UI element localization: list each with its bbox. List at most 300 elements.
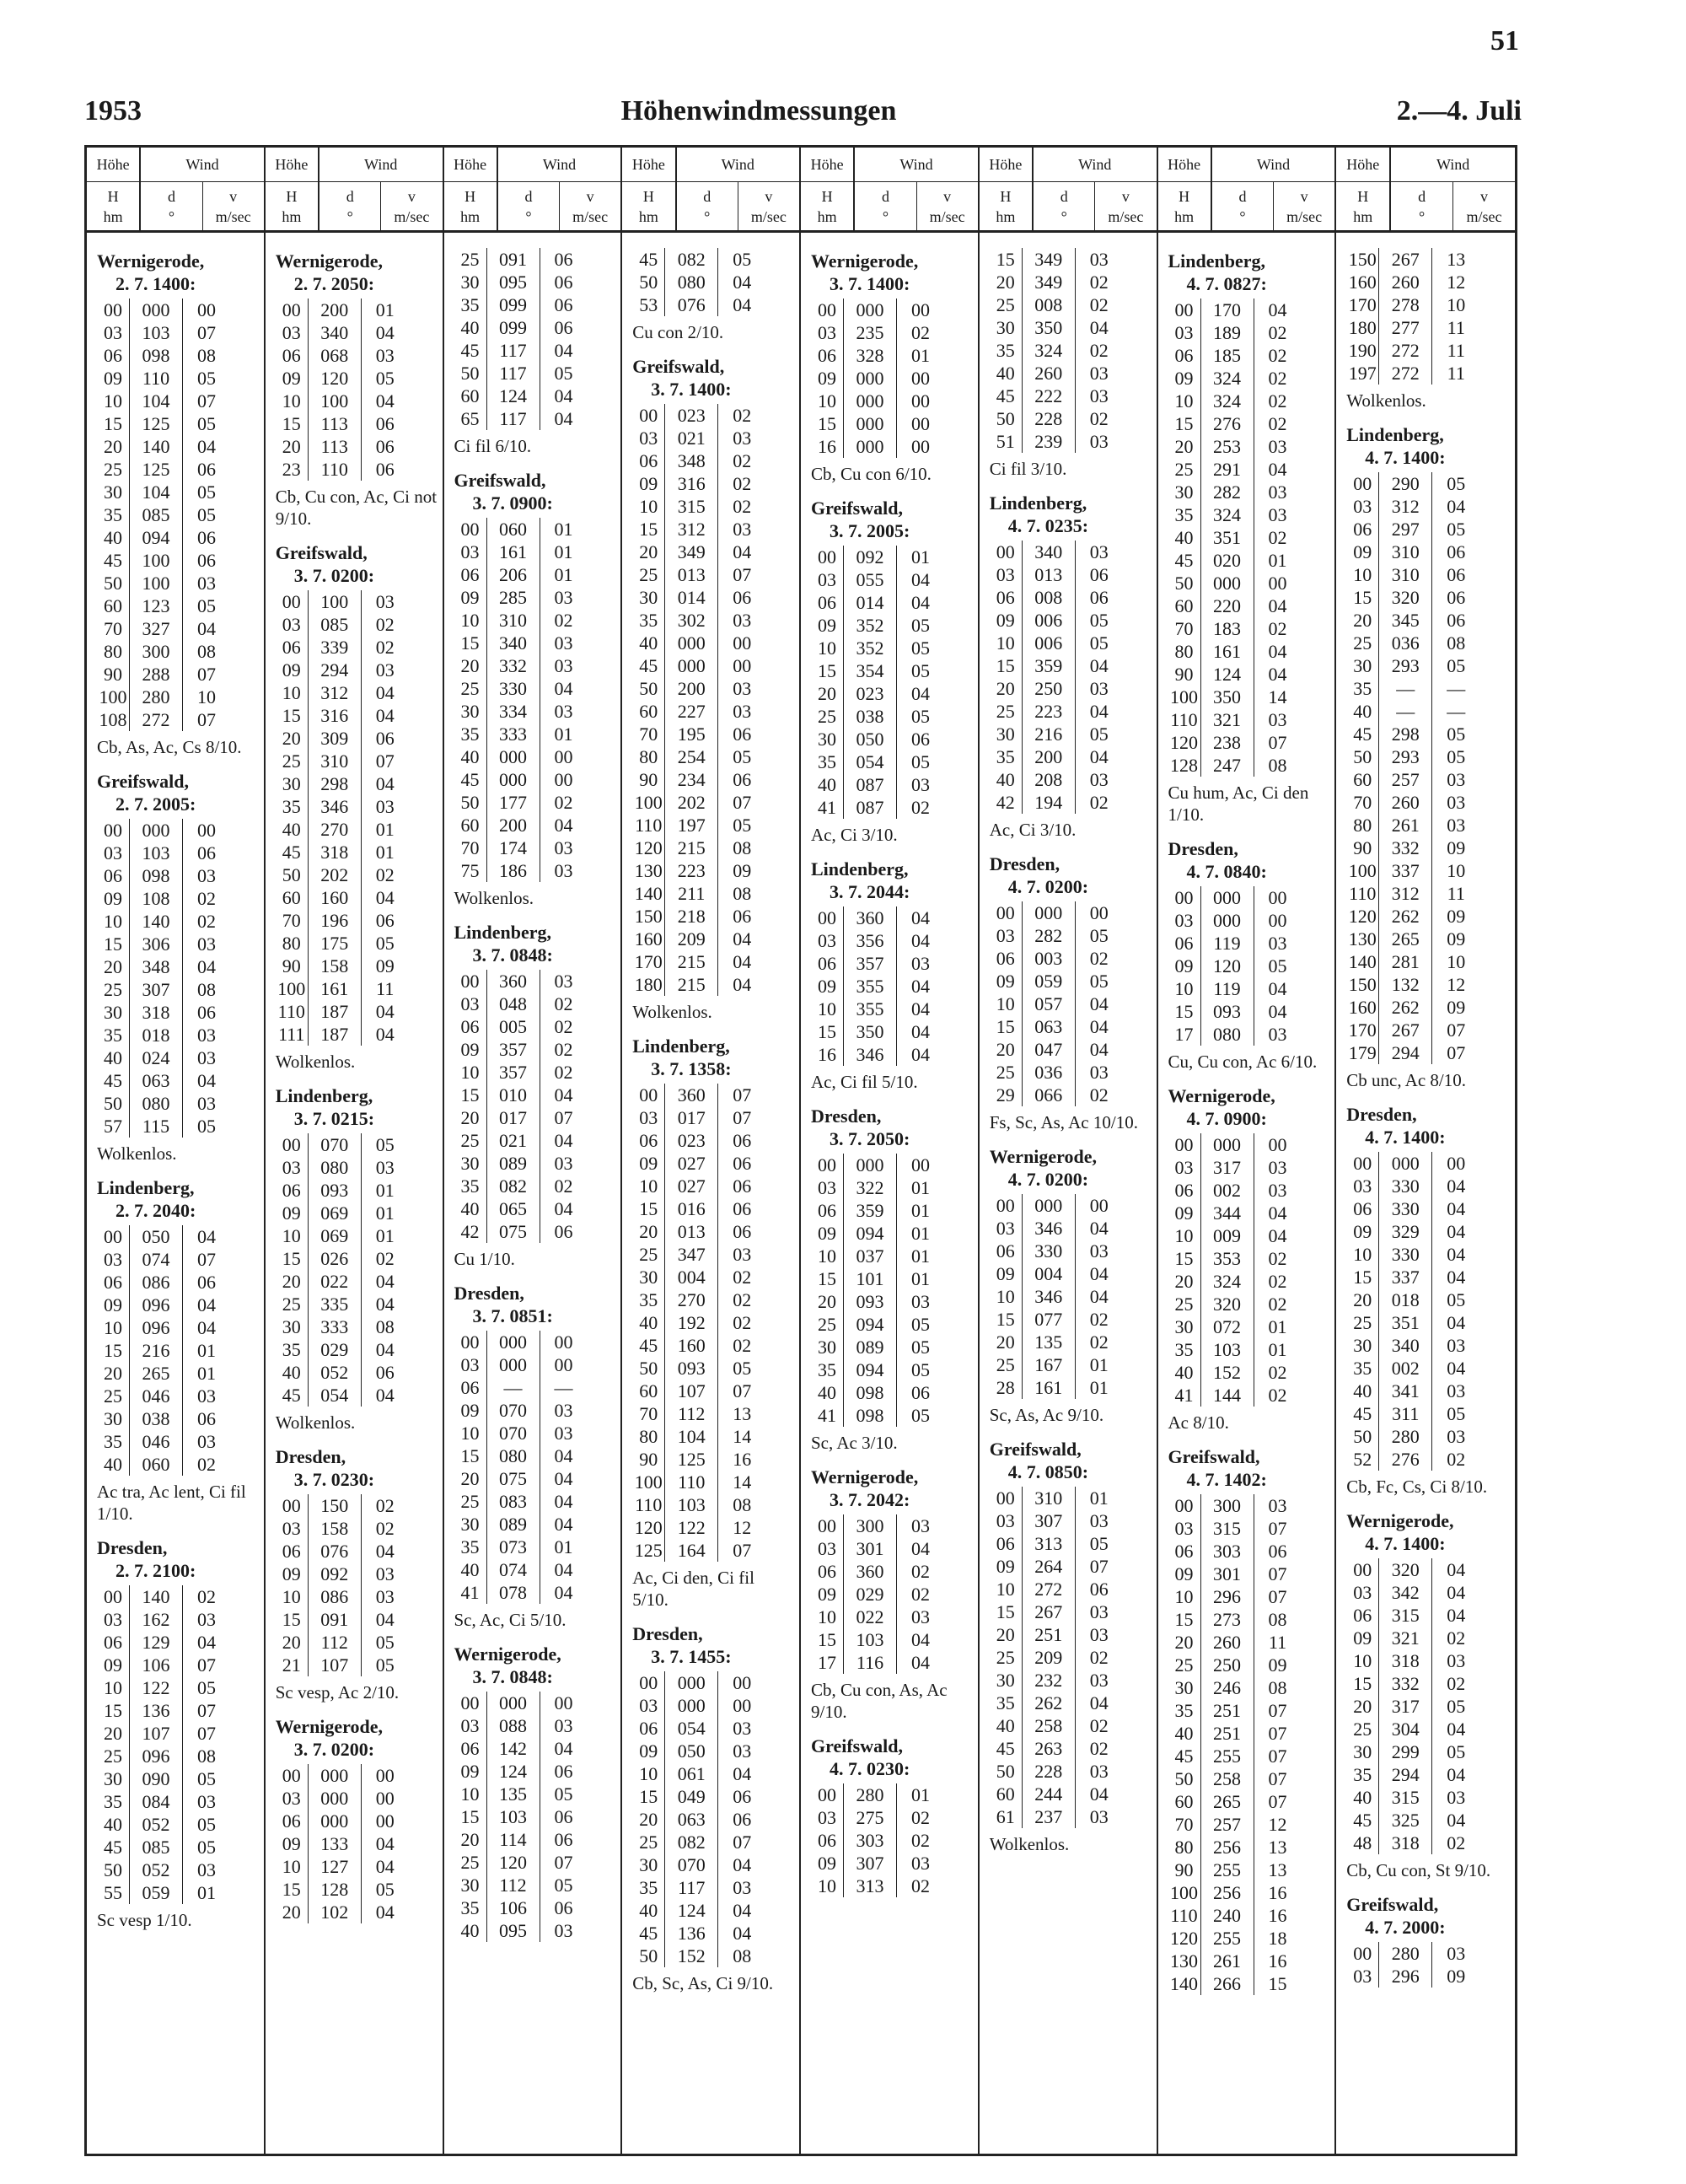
direction-value: 300 [843, 1514, 897, 1537]
speed-value: 03 [375, 1157, 395, 1178]
speed-value: 01 [911, 345, 930, 366]
speed-value: 01 [554, 564, 573, 585]
speed-value: 02 [197, 1586, 216, 1607]
speed-value: 02 [733, 496, 752, 517]
height-value: 15 [1353, 1673, 1372, 1694]
direction-value: 301 [843, 1537, 897, 1560]
height-value: 15 [818, 660, 836, 681]
height-value: 51 [996, 431, 1015, 452]
direction-value: 100 [129, 572, 183, 594]
direction-value: 070 [308, 1133, 362, 1156]
speed-value: 03 [1268, 1157, 1287, 1178]
height-value: 09 [996, 1556, 1015, 1577]
column-body [1336, 233, 1515, 1988]
height-value: 40 [1174, 1362, 1194, 1383]
observation-time: 3. 7. 2042: [830, 1489, 910, 1510]
height-value: 09 [282, 1563, 301, 1584]
direction-value: 108 [129, 887, 183, 910]
observation-time: 3. 7. 0200: [293, 565, 375, 586]
direction-symbol: d [1238, 187, 1247, 205]
column-body [1158, 233, 1335, 1995]
cloud-note: Cu hum, Ac, Ci den 1/10. [1168, 783, 1309, 825]
observation-time: 3. 7. 2050: [830, 1128, 910, 1149]
height-value: 45 [1174, 550, 1194, 571]
direction-value: 258 [1022, 1714, 1076, 1737]
wind-label: Wind [677, 148, 799, 182]
height-value: 10 [1174, 978, 1194, 999]
direction-value: 318 [1378, 1649, 1432, 1672]
height-value: 06 [282, 345, 301, 366]
height-value: 15 [104, 933, 122, 955]
direction-value: 332 [1378, 1672, 1432, 1695]
speed-value: 08 [197, 641, 216, 662]
speed-value: 03 [554, 587, 573, 608]
direction-value: 103 [1200, 1338, 1254, 1361]
direction-value: 330 [1378, 1243, 1432, 1266]
cloud-note: Ac, Ci den, Ci fil 5/10. [632, 1568, 754, 1610]
speed-value: 04 [911, 683, 930, 704]
speed-value: 04 [733, 974, 752, 995]
speed-value: 07 [1268, 1746, 1287, 1767]
speed-value: 03 [911, 1291, 930, 1312]
direction-value: 322 [843, 1176, 897, 1199]
speed-value: 16 [1268, 1882, 1287, 1903]
direction-value: 050 [843, 728, 897, 750]
wind-label: Wind [1034, 148, 1156, 182]
speed-value: 14 [1268, 686, 1287, 707]
direction-value: 100 [308, 590, 362, 613]
direction-value: 265 [1378, 928, 1432, 950]
direction-value: 122 [664, 1516, 718, 1539]
speed-value: 07 [1268, 1586, 1287, 1607]
speed-value: 04 [554, 1198, 573, 1219]
direction-value: 016 [664, 1197, 718, 1220]
station-name: Lindenberg, [632, 1036, 730, 1057]
height-symbol: H [1000, 187, 1012, 205]
direction-value: 196 [308, 909, 362, 932]
height-symbol: H [1179, 187, 1190, 205]
speed-value: 02 [911, 1561, 930, 1582]
speed-value: 02 [554, 792, 573, 813]
direction-value: 200 [308, 299, 362, 321]
height-value: 10 [104, 390, 122, 412]
speed-unit: m/sec [1286, 207, 1323, 225]
speed-value: 03 [554, 860, 573, 881]
direction-value: 144 [1200, 1384, 1254, 1407]
height-value: 25 [460, 1852, 480, 1873]
direction-value: 195 [664, 723, 718, 745]
station-heading [276, 1445, 438, 1491]
height-value: 09 [818, 368, 836, 389]
height-value: 70 [639, 724, 658, 745]
page-title: Höhenwindmessungen [620, 95, 897, 126]
direction-value: 170 [1200, 299, 1254, 321]
height-value: 30 [996, 317, 1015, 338]
speed-value: 02 [911, 1830, 930, 1851]
height-value: 70 [104, 618, 122, 639]
height-value: 108 [99, 709, 127, 730]
direction-unit: ° [1060, 207, 1067, 225]
speed-value: 11 [1268, 1632, 1287, 1653]
height-value: 40 [104, 527, 122, 548]
height-value: 48 [1353, 1832, 1372, 1853]
direction-value: 000 [843, 367, 897, 390]
height-value: 06 [639, 450, 658, 471]
direction-value: 360 [486, 970, 540, 992]
height-value: 45 [104, 1070, 122, 1091]
observation-time: 4. 7. 0827: [1186, 273, 1267, 294]
measurement-rows [276, 1133, 438, 1407]
direction-symbol: d [881, 187, 889, 205]
height-value: 40 [104, 1814, 122, 1835]
direction-value: 046 [129, 1430, 183, 1453]
height-value: 35 [460, 1897, 480, 1918]
speed-value: 04 [1447, 1605, 1466, 1626]
direction-value: 125 [664, 1448, 718, 1471]
cloud-note: Cu con 2/10. [632, 322, 724, 342]
direction-value: 094 [843, 1358, 897, 1381]
measurement-rows [97, 1225, 259, 1476]
speed-value: 11 [1447, 317, 1465, 338]
speed-value: 04 [911, 907, 930, 928]
speed-value: 06 [197, 1272, 216, 1293]
direction-value: 293 [1378, 745, 1432, 768]
direction-value: 117 [486, 339, 540, 362]
speed-value: 04 [197, 1632, 216, 1653]
column-body [622, 233, 799, 1998]
direction-value: 023 [843, 682, 897, 705]
direction-value: 353 [1200, 1247, 1254, 1270]
speed-value: 05 [197, 1814, 216, 1835]
height-value: 15 [104, 413, 122, 434]
height-value: 130 [1348, 928, 1377, 949]
direction-value: 357 [486, 1061, 540, 1084]
height-value: 09 [1174, 955, 1194, 976]
height-value: 09 [818, 615, 836, 636]
height-header [266, 148, 319, 230]
height-value: 06 [818, 953, 836, 974]
speed-value: 01 [911, 1200, 930, 1221]
direction-value: 342 [1378, 1581, 1432, 1604]
direction-value: 017 [664, 1106, 718, 1129]
speed-value: 08 [1268, 1677, 1287, 1698]
direction-value: 112 [664, 1402, 718, 1425]
height-value: 09 [818, 1853, 836, 1874]
speed-value: 09 [1447, 906, 1466, 927]
height-value: 100 [1170, 1882, 1198, 1903]
direction-value: 000 [129, 299, 183, 321]
height-value: 09 [460, 1039, 480, 1060]
speed-value: 06 [733, 1221, 752, 1242]
height-value: 06 [996, 1240, 1015, 1261]
direction-value: 107 [129, 1722, 183, 1745]
direction-value: 298 [1378, 723, 1432, 745]
height-value: 45 [282, 842, 301, 863]
height-value: 90 [1174, 664, 1194, 685]
speed-value: 03 [1268, 933, 1287, 954]
height-value: 25 [639, 564, 658, 585]
speed-value: 00 [1089, 1195, 1109, 1216]
speed-value: 04 [554, 678, 573, 699]
height-value: 90 [282, 955, 301, 976]
direction-value: 333 [308, 1315, 362, 1338]
height-value: 110 [1349, 883, 1377, 904]
height-value: 20 [1353, 610, 1372, 631]
speed-value: 00 [911, 390, 930, 412]
speed-value: 03 [554, 701, 573, 722]
height-value: 60 [1174, 595, 1194, 616]
speed-value: 04 [1089, 1218, 1109, 1239]
direction-value: 093 [1200, 1000, 1254, 1023]
speed-value: 00 [554, 769, 573, 790]
measurement-rows [276, 299, 438, 481]
height-value: 130 [1170, 1950, 1198, 1972]
direction-value: 073 [486, 1536, 540, 1558]
speed-value: 02 [733, 1335, 752, 1356]
column-header [87, 148, 264, 233]
speed-value: 04 [1268, 595, 1287, 616]
direction-value: 120 [486, 1851, 540, 1874]
station-heading [454, 921, 616, 966]
height-value: 06 [1353, 1198, 1372, 1219]
station-heading [97, 770, 259, 815]
direction-value: 023 [664, 404, 718, 427]
station-name: Lindenberg, [275, 1085, 373, 1106]
observation-time: 3. 7. 0848: [472, 944, 553, 966]
cloud-note: Cb, Cu con, St 9/10. [1346, 1860, 1491, 1880]
direction-value: 307 [843, 1852, 897, 1875]
direction-value: 060 [486, 518, 540, 541]
station-heading [276, 541, 438, 587]
height-value: 09 [1353, 1221, 1372, 1242]
direction-value: 261 [1378, 814, 1432, 836]
speed-value: 04 [1268, 641, 1287, 662]
direction-value: 107 [308, 1654, 362, 1676]
direction-value: 037 [843, 1245, 897, 1267]
direction-value: 102 [308, 1901, 362, 1923]
direction-value: 132 [1378, 973, 1432, 996]
direction-value: 280 [843, 1783, 897, 1806]
height-value: 20 [282, 1632, 301, 1653]
direction-value: 267 [1022, 1600, 1076, 1623]
direction-value: 202 [664, 791, 718, 814]
height-value: 03 [1353, 496, 1372, 517]
direction-value: 223 [1022, 700, 1076, 723]
speed-value: 03 [1447, 1787, 1466, 1808]
height-value: 00 [460, 971, 480, 992]
speed-value: 03 [1447, 1650, 1466, 1671]
speed-value: 00 [911, 413, 930, 434]
speed-value: 02 [1447, 1673, 1466, 1694]
height-value: 50 [639, 678, 658, 699]
speed-value: 02 [733, 473, 752, 494]
height-value: 40 [460, 746, 480, 767]
speed-value: 07 [1268, 1723, 1287, 1744]
direction-value: 135 [486, 1783, 540, 1805]
height-value: 03 [460, 993, 480, 1014]
height-value: 10 [460, 1783, 480, 1805]
speed-value: 03 [197, 1385, 216, 1407]
height-value: 35 [818, 751, 836, 772]
height-value: 23 [282, 459, 301, 480]
direction-value: 324 [1200, 367, 1254, 390]
speed-value: 02 [554, 1062, 573, 1083]
direction-value: 095 [486, 271, 540, 293]
cloud-note: Wolkenlos. [454, 888, 534, 908]
speed-value: 01 [911, 1245, 930, 1267]
station-name: Greifswald, [811, 1735, 903, 1756]
station-name: Lindenberg, [454, 922, 552, 943]
speed-value: 04 [197, 1317, 216, 1338]
direction-value: 106 [129, 1654, 183, 1676]
measurement-rows [990, 1487, 1152, 1828]
speed-value: 01 [1089, 1377, 1109, 1398]
station-heading [1346, 423, 1510, 469]
height-value: 03 [460, 1354, 480, 1375]
height-value: 09 [818, 1584, 836, 1605]
direction-value: 093 [843, 1290, 897, 1313]
direction-value: 133 [308, 1832, 362, 1855]
direction-value: 357 [486, 1038, 540, 1061]
height-value: 15 [282, 413, 301, 434]
wind-label: Wind [1212, 148, 1334, 182]
direction-value: 099 [486, 293, 540, 316]
speed-value: 05 [197, 595, 216, 616]
height-value: 10 [460, 1062, 480, 1083]
cloud-note: Ac tra, Ac lent, Ci fil 1/10. [97, 1482, 246, 1524]
height-value: 15 [996, 655, 1015, 676]
height-value: 03 [818, 930, 836, 951]
station-heading [990, 1438, 1152, 1483]
observation-time: 2. 7. 1400: [115, 273, 196, 294]
direction-value: 022 [308, 1270, 362, 1293]
direction-value: 352 [843, 614, 897, 637]
height-value: 25 [282, 750, 301, 772]
height-value: 09 [104, 1654, 122, 1676]
direction-value: 330 [1378, 1175, 1432, 1197]
direction-value: 330 [1378, 1197, 1432, 1220]
height-value: 10 [104, 1317, 122, 1338]
height-value: 25 [104, 979, 122, 1000]
direction-value: 312 [1378, 882, 1432, 905]
height-value: 00 [996, 541, 1015, 562]
observation-time: 4. 7. 0200: [1007, 876, 1089, 897]
speed-value: 00 [1268, 887, 1287, 908]
height-value: 50 [996, 408, 1015, 429]
direction-value: 300 [1200, 1494, 1254, 1517]
height-value: 00 [104, 820, 122, 841]
station-name: Wernigerode, [1168, 1085, 1275, 1106]
direction-value: 167 [1022, 1353, 1076, 1376]
direction-value: 092 [843, 546, 897, 568]
measurement-rows [454, 970, 616, 1243]
height-value: 10 [1353, 1650, 1372, 1671]
station-name: Wernigerode, [275, 250, 384, 272]
height-value: 35 [639, 610, 658, 631]
station-name: Greifswald, [1346, 1894, 1439, 1915]
height-value: 120 [1170, 732, 1198, 753]
direction-value: 208 [1022, 768, 1076, 791]
speed-value: 02 [375, 1518, 395, 1539]
wind-header [498, 148, 620, 230]
speed-value: 04 [1089, 993, 1109, 1014]
speed-value: 04 [1447, 1198, 1466, 1219]
speed-symbol: v [943, 187, 952, 205]
height-value: 120 [634, 1517, 663, 1538]
speed-symbol: v [1121, 187, 1130, 205]
height-header [87, 148, 141, 230]
direction-value: 346 [1022, 1285, 1076, 1308]
height-value: 20 [104, 1363, 122, 1384]
height-value: 30 [104, 481, 122, 503]
height-value: 09 [1353, 1627, 1372, 1649]
speed-value: 03 [1089, 1761, 1109, 1782]
cloud-note: Ac, Ci 3/10. [811, 825, 898, 845]
speed-value: 05 [911, 1314, 930, 1335]
height-value: 150 [1348, 249, 1377, 270]
height-value: 06 [1174, 1541, 1194, 1562]
station-heading [632, 1622, 794, 1668]
direction-value: 276 [1200, 412, 1254, 435]
direction-value: 000 [1200, 909, 1254, 932]
direction-value: 101 [843, 1267, 897, 1290]
direction-value: 069 [308, 1202, 362, 1224]
direction-value: 185 [1200, 344, 1254, 367]
speed-symbol: v [765, 187, 773, 205]
direction-value: 346 [843, 1043, 897, 1066]
speed-value: 05 [1089, 971, 1109, 992]
direction-value: 324 [1200, 503, 1254, 526]
direction-value: 335 [308, 1293, 362, 1315]
height-value: 40 [104, 1047, 122, 1068]
height-value: 45 [104, 550, 122, 571]
height-value: 03 [996, 564, 1015, 585]
direction-value: 194 [1022, 791, 1076, 814]
speed-value: 04 [911, 998, 930, 1019]
direction-value: 046 [129, 1385, 183, 1407]
direction-value: 164 [664, 1539, 718, 1562]
speed-value: — [1447, 678, 1466, 699]
direction-value: 272 [1022, 1578, 1076, 1600]
height-value: 20 [818, 683, 836, 704]
speed-value: 04 [1268, 664, 1287, 685]
station-heading [811, 250, 973, 295]
direction-value: 048 [486, 992, 540, 1015]
station-name: Dresden, [1168, 838, 1238, 859]
direction-value: 270 [664, 1288, 718, 1311]
height-value: 15 [1174, 1248, 1194, 1269]
station-heading [1168, 837, 1330, 883]
direction-value: 091 [308, 1608, 362, 1631]
speed-value: 04 [733, 294, 752, 315]
speed-value: 02 [911, 1584, 930, 1605]
height-label: Höhe [622, 148, 674, 182]
direction-value: 306 [129, 933, 183, 955]
height-value: 06 [104, 1632, 122, 1653]
height-value: 40 [460, 1559, 480, 1580]
height-value: 100 [634, 1471, 663, 1493]
direction-value: 113 [308, 435, 362, 458]
height-value: 35 [1174, 1339, 1194, 1360]
height-value: 15 [996, 1601, 1015, 1622]
speed-unit: m/sec [1466, 207, 1502, 225]
speed-value: 05 [375, 1879, 395, 1900]
speed-value: 06 [1089, 564, 1109, 585]
station-heading [1346, 1103, 1510, 1148]
height-value: 10 [282, 1586, 301, 1607]
direction-symbol: d [346, 187, 354, 205]
station-heading [276, 250, 438, 295]
